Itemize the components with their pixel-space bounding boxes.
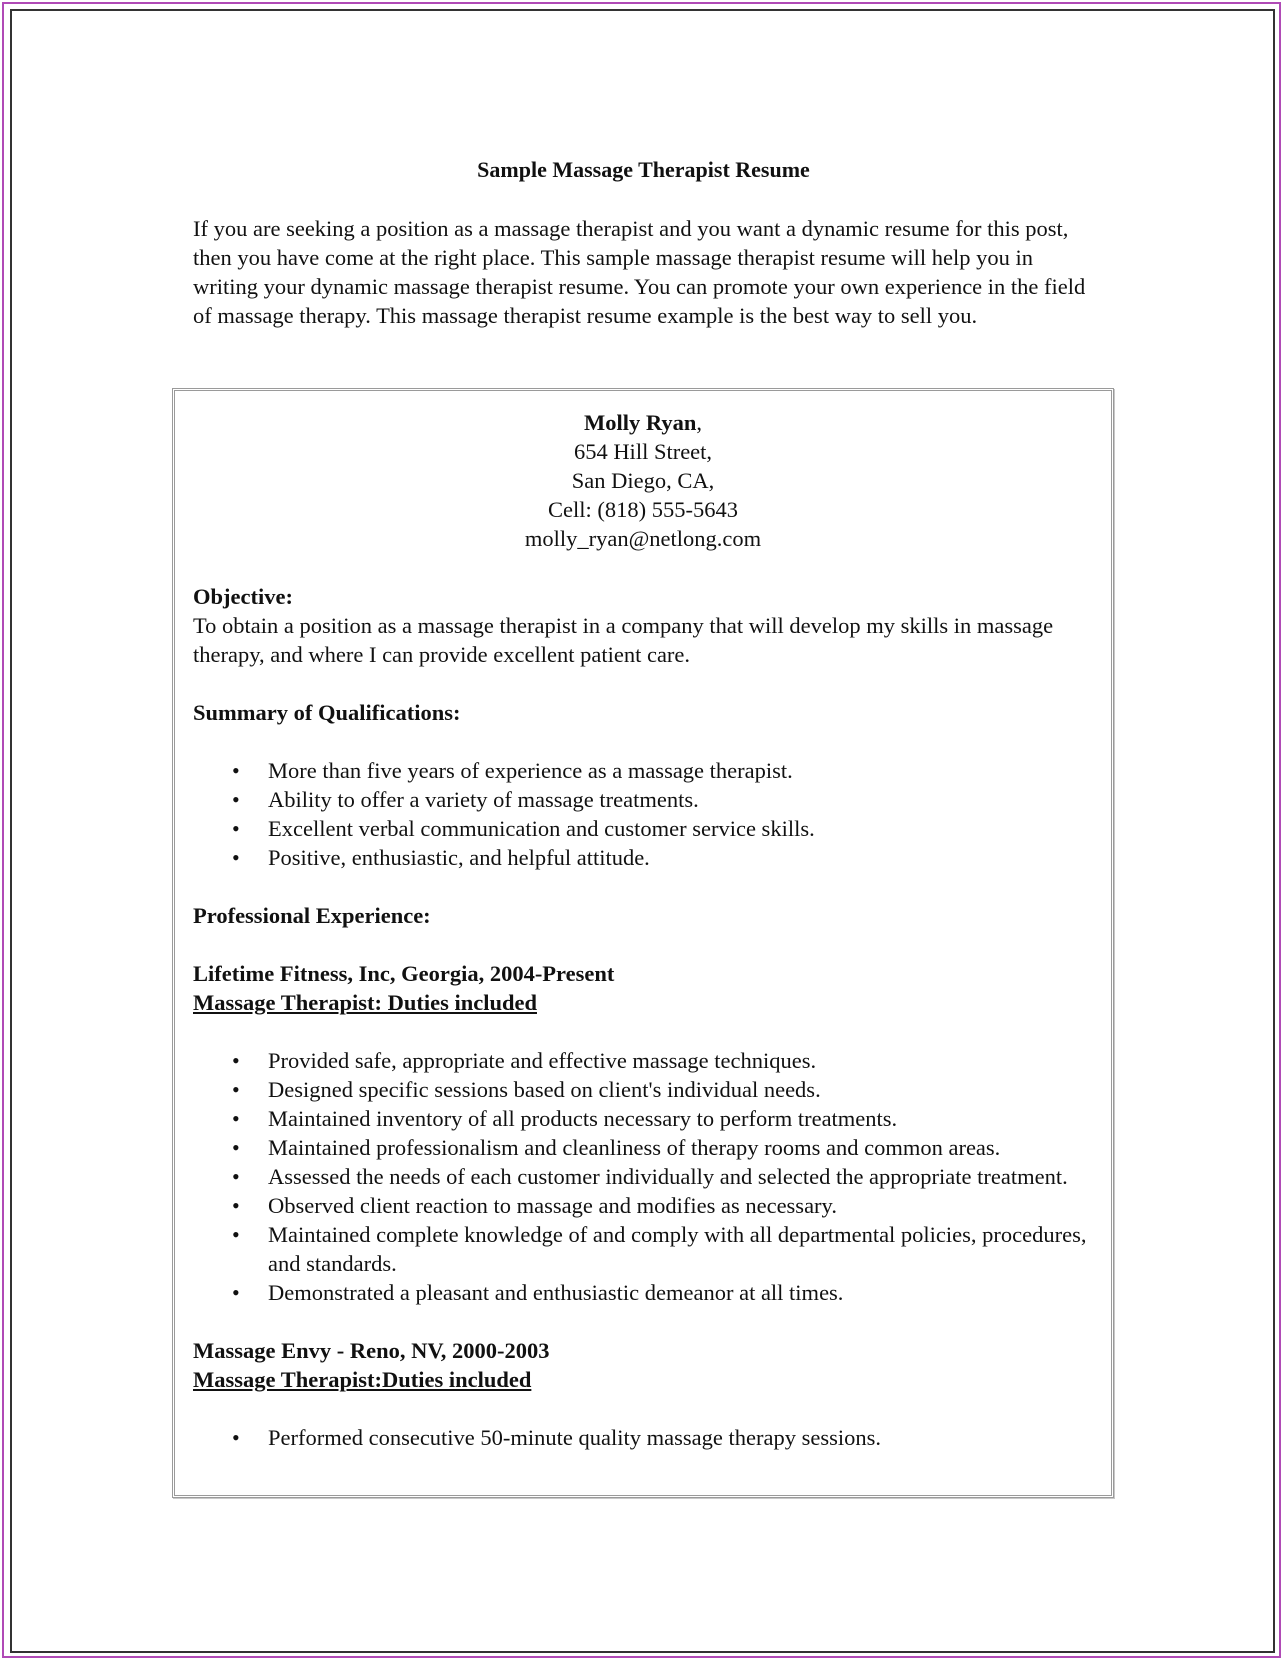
list-item — [193, 814, 1093, 843]
list-item-text: Observed client reaction to massage and modifies as necessary. — [268, 1193, 837, 1218]
list-item-text: Ability to offer a variety of massage treatments. — [268, 787, 699, 812]
list-item — [193, 1075, 1093, 1104]
list-item — [193, 756, 1093, 785]
contact-city: San Diego, CA, — [571, 468, 715, 493]
list-item-text: Excellent verbal communication and customer service skills. — [268, 816, 815, 841]
spacer — [193, 1307, 1093, 1336]
qualifications-list — [193, 756, 1093, 872]
bullet-icon: • — [232, 1077, 240, 1102]
bullet-icon: • — [232, 816, 240, 841]
list-item — [193, 1104, 1093, 1133]
spacer — [193, 872, 1093, 901]
list-item — [193, 1278, 1093, 1307]
spacer — [193, 930, 1093, 959]
job-company: Massage Envy - Reno, NV, 2000-2003 — [193, 1338, 550, 1363]
list-item — [193, 1191, 1093, 1220]
name-comma: , — [696, 410, 702, 435]
contact-cell: Cell: (818) 555-5643 — [548, 497, 738, 522]
contact-name-line — [193, 408, 1093, 437]
experience-heading: Professional Experience: — [193, 903, 431, 928]
list-item-text: Provided safe, appropriate and effective massage techniques. — [268, 1048, 817, 1073]
spacer — [193, 1017, 1093, 1046]
list-item-text: Positive, enthusiastic, and helpful attitude. — [268, 845, 650, 870]
list-item — [193, 1423, 1093, 1452]
list-item — [193, 1162, 1093, 1191]
candidate-name: Molly Ryan — [584, 410, 697, 435]
list-item-text: Designed specific sessions based on client's individual needs. — [268, 1077, 821, 1102]
spacer — [193, 553, 1093, 582]
job-title: Massage Therapist:Duties included — [193, 1367, 532, 1392]
contact-email: molly_ryan@netlong.com — [524, 526, 762, 551]
list-item-text: More than five years of experience as a massage therapist. — [268, 758, 793, 783]
bullet-icon: • — [232, 1164, 240, 1189]
list-item-text: Performed consecutive 50-minute quality massage therapy sessions. — [268, 1425, 881, 1450]
bullet-icon: • — [232, 758, 240, 783]
contact-block — [193, 408, 1093, 553]
list-item-text: Maintained professionalism and cleanliness of therapy rooms and common areas. — [268, 1135, 1001, 1160]
job-title: Massage Therapist: Duties included — [193, 990, 537, 1015]
spacer — [193, 1394, 1093, 1423]
job-entry — [193, 959, 1093, 1307]
duties-list — [193, 1046, 1093, 1307]
list-item-text: Maintained inventory of all products necessary to perform treatments. — [268, 1106, 898, 1131]
qualifications-heading: Summary of Qualifications: — [193, 700, 461, 725]
list-item-text: Maintained complete knowledge of and comply with all departmental policies, procedures, and standards. — [268, 1222, 1087, 1276]
bullet-icon: • — [232, 787, 240, 812]
intro-paragraph: If you are seeking a position as a massage therapist and you want a dynamic resume for this post, then you have come at the right place. This sample massage therapist resume will help you in writing your dynamic massage therapist resume. You can promote your own experience in the field of massage therapy. This massage therapist resume example is the best way to sell you. — [193, 216, 1086, 328]
list-item-text: Assessed the needs of each customer individually and selected the appropriate treatment. — [268, 1164, 1068, 1189]
job-entry — [193, 1336, 1093, 1452]
bullet-icon: • — [232, 1280, 240, 1305]
spacer — [193, 669, 1093, 698]
bullet-icon: • — [232, 1048, 240, 1073]
objective-heading: Objective: — [193, 584, 293, 609]
list-item — [193, 843, 1093, 872]
list-item — [193, 1046, 1093, 1075]
job-company: Lifetime Fitness, Inc, Georgia, 2004-Present — [193, 961, 615, 986]
bullet-icon: • — [232, 1222, 240, 1247]
bullet-icon: • — [232, 845, 240, 870]
objective-text: To obtain a position as a massage therapist in a company that will develop my skills in massage therapy, and where I can provide excellent patient care. — [193, 613, 1054, 667]
list-item — [193, 1133, 1093, 1162]
bullet-icon: • — [232, 1106, 240, 1131]
bullet-icon: • — [232, 1193, 240, 1218]
list-item — [193, 1220, 1093, 1278]
list-item — [193, 785, 1093, 814]
spacer — [193, 727, 1093, 756]
contact-street: 654 Hill Street, — [573, 439, 713, 464]
list-item-text: Demonstrated a pleasant and enthusiastic demeanor at all times. — [268, 1280, 844, 1305]
document-title: Sample Massage Therapist Resume — [477, 157, 810, 182]
duties-list — [193, 1423, 1093, 1452]
resume-content — [193, 408, 1093, 1452]
bullet-icon: • — [232, 1135, 240, 1160]
bullet-icon: • — [232, 1425, 240, 1450]
